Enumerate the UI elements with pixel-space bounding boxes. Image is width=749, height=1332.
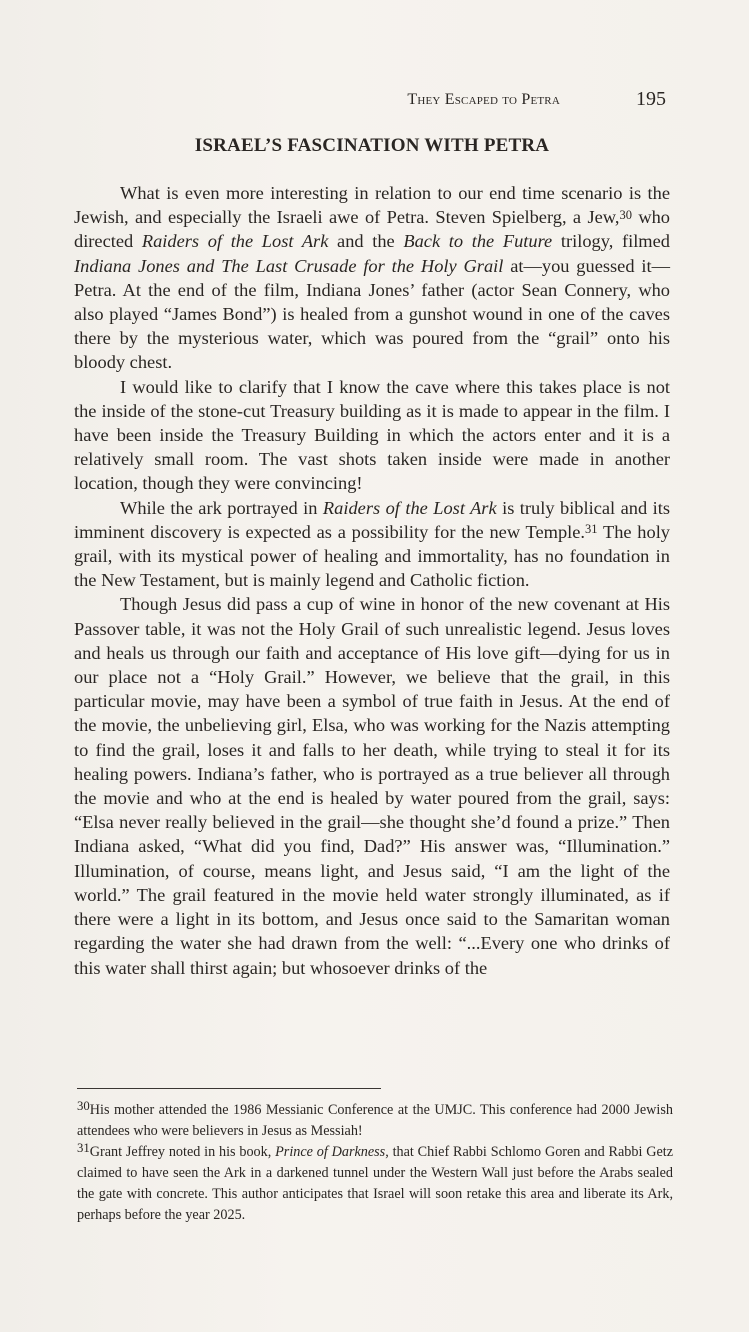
paragraph: I would like to clarify that I know the cave where this takes place is not the inside of the stone-cut Treasury building as it is made to appear in the film. I have been inside the Treasury Building in which the actors enter and it is a relatively small room. The vast shots taken inside were made in another location, though they were convincing! — [74, 376, 670, 494]
footnote-ref-31: 31 — [585, 522, 598, 537]
footnote-text: , that Chief Rabbi Schlomo Goren and Rabbi Getz claimed to have seen the Ark in a darkened tunnel under the Western Wall just before the Arabs sealed the gate with concrete. This author anticipates that Israel will soon retake this area and liberate its Ark, perhaps before the year 2025. — [77, 1144, 673, 1223]
film-title: Raiders of the Lost Ark — [141, 231, 329, 252]
footnotes — [77, 1100, 673, 1226]
paragraph — [74, 181, 670, 375]
paragraph — [74, 496, 670, 593]
footnote-text: Grant Jeffrey noted in his book, — [89, 1144, 276, 1160]
paragraph: Though Jesus did pass a cup of wine in honor of the new covenant at His Passover table, it was not the Holy Grail of such unrealistic legend. Jesus loves and heals us through our faith and acceptance of His love gift—dying for us in our place not a “Holy Grail.” However, we believe that the grail, in this particular movie, may have been a symbol of true faith in Jesus. At the end of the movie, the unbelieving girl, Elsa, who was working for the Nazis attempting to find the grail, loses it and falls to her death, while trying to steal it for its healing powers. Indiana’s father, who is portrayed as a true believer all through the movie and who at the end is healed by water poured from the grail, says: “Elsa never really believed in the grail—she thought she’d found a prize.” Then Indiana asked, “What did you find, Dad?” His answer was, “Illumination.” Illumination, of course, means light, and Jesus said, “I am the light of the world.” The grail featured in the movie held water strongly illuminated, as if there were a light in its bottom, and Jesus once said to the Samaritan woman regarding the water she had drawn from the well: “...Every one who drinks of this water shall thirst again; but whosoever drinks of the — [74, 594, 670, 978]
film-title: Raiders of the Lost Ark — [322, 497, 497, 518]
footnote-ref-30: 30 — [619, 207, 632, 222]
footnote-number: 30 — [77, 1098, 90, 1113]
section-heading: ISRAEL’S FASCINATION WITH PETRA — [194, 135, 550, 156]
running-title: They Escaped to Petra — [407, 91, 560, 108]
text-run: and the — [328, 231, 404, 252]
footnote-text: His mother attended the 1986 Messianic Conference at the UMJC. This conference had 2000 Jewish attendees who were believers in Jesus as Messiah! — [77, 1102, 673, 1139]
body-text — [74, 181, 670, 980]
text-run: who directed — [74, 207, 670, 252]
book-title: Prince of Darkness — [275, 1144, 386, 1160]
text-run: trilogy, filmed — [552, 231, 670, 252]
footnote-number: 31 — [77, 1140, 90, 1155]
footnote-divider — [77, 1088, 381, 1089]
text-run: The holy grail, with its mystical power of healing and immortality, has no foundation in the New Testament, but is mainly legend and Catholic fiction. — [74, 521, 671, 591]
footnote-31 — [77, 1142, 673, 1226]
film-title: Back to the Future — [403, 231, 553, 252]
text-run: is truly biblical and its imminent discovery is expected as a possibility for the new Temple. — [74, 497, 670, 542]
page-number: 195 — [636, 88, 666, 110]
running-header — [74, 88, 670, 112]
film-title: Indiana Jones and The Last Crusade for the Holy Grail — [74, 255, 504, 276]
text-run: While the ark portrayed in — [120, 497, 323, 518]
text-run: at—you guessed it—Petra. At the end of the film, Indiana Jones’ father (actor Sean Connery, who also played “James Bond”) is healed from a gunshot wound in one of the caves there by the mysterious water, which was poured from the “grail” onto his bloody chest. — [74, 255, 670, 373]
text-run: What is even more interesting in relation to our end time scenario is the Jewish, and especially the Israeli awe of Petra. Steven Spielberg, a Jew, — [74, 183, 670, 228]
footnote-30 — [77, 1100, 673, 1142]
